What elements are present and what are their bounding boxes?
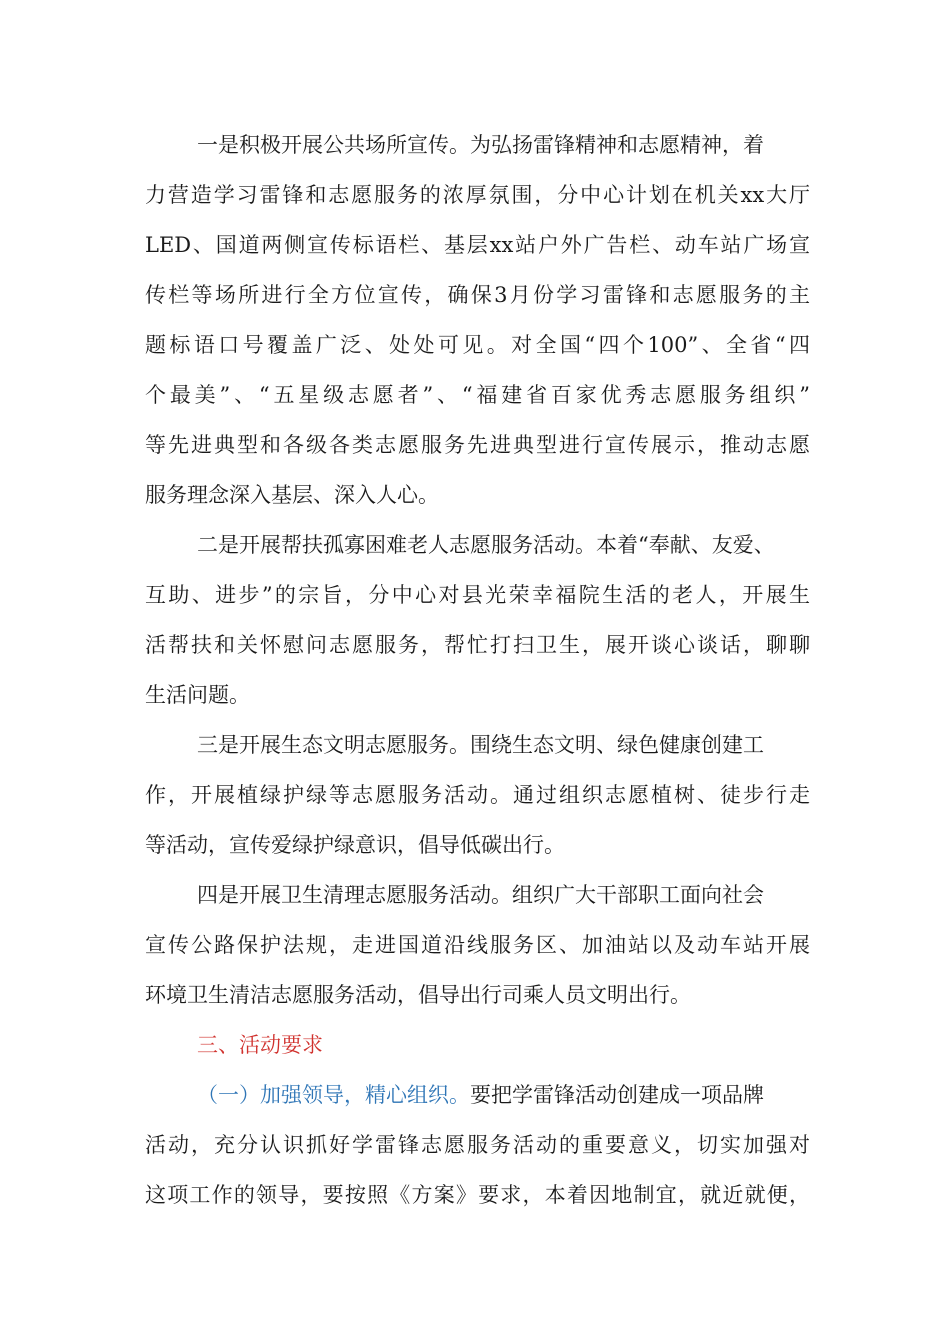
paragraph-2-line-2: 互助、进步”的宗旨，分中心对县光荣幸福院生活的老人，开展生 [145, 583, 810, 607]
paragraph-2-line-1: 二是开展帮扶孤寡困难老人志愿服务活动。本着“奉献、友爱、 [197, 533, 775, 557]
paragraph-4-line-1: 四是开展卫生清理志愿服务活动。组织广大干部职工面向社会 [197, 883, 764, 907]
subsection-1-heading: （一）加强领导，精心组织。 [197, 1083, 470, 1107]
subsection-1-line-3: 这项工作的领导，要按照《方案》要求，本着因地制宜，就近就便， [145, 1183, 810, 1207]
paragraph-1-line-7: 等先进典型和各级各类志愿服务先进典型进行宣传展示，推动志愿 [145, 433, 810, 457]
paragraph-1-line-4: 传栏等场所进行全方位宣传，确保3月份学习雷锋和志愿服务的主 [145, 283, 810, 307]
paragraph-1-line-6: 个最美”、“五星级志愿者”、“福建省百家优秀志愿服务组织” [145, 383, 810, 407]
paragraph-3-line-1: 三是开展生态文明志愿服务。围绕生态文明、绿色健康创建工 [197, 733, 764, 757]
paragraph-1-line-3: LED、国道两侧宣传标语栏、基层xx站户外广告栏、动车站广场宣 [145, 233, 810, 257]
paragraph-3-line-3: 等活动，宣传爱绿护绿意识，倡导低碳出行。 [145, 833, 565, 857]
paragraph-1-line-8: 服务理念深入基层、深入人心。 [145, 483, 439, 507]
subsection-1-first-line [197, 1080, 764, 1110]
section-heading: 三、活动要求 [197, 1033, 323, 1057]
paragraph-2-line-4: 生活问题。 [145, 683, 250, 707]
paragraph-1-line-5: 题标语口号覆盖广泛、处处可见。对全国“四个100”、全省“四 [145, 333, 810, 357]
paragraph-1-line-1: 一是积极开展公共场所宣传。为弘扬雷锋精神和志愿精神，着 [197, 133, 764, 157]
paragraph-2-line-3: 活帮扶和关怀慰问志愿服务，帮忙打扫卫生，展开谈心谈话，聊聊 [145, 633, 810, 657]
paragraph-1-line-2: 力营造学习雷锋和志愿服务的浓厚氛围，分中心计划在机关xx大厅 [145, 183, 810, 207]
paragraph-3-line-2: 作，开展植绿护绿等志愿服务活动。通过组织志愿植树、徒步行走 [145, 783, 810, 807]
subsection-1-first-line-text: 要把学雷锋活动创建成一项品牌 [470, 1083, 764, 1107]
paragraph-4-line-3: 环境卫生清洁志愿服务活动，倡导出行司乘人员文明出行。 [145, 983, 691, 1007]
paragraph-4-line-2: 宣传公路保护法规，走进国道沿线服务区、加油站以及动车站开展 [145, 933, 810, 957]
subsection-1-line-2: 活动，充分认识抓好学雷锋志愿服务活动的重要意义，切实加强对 [145, 1133, 810, 1157]
